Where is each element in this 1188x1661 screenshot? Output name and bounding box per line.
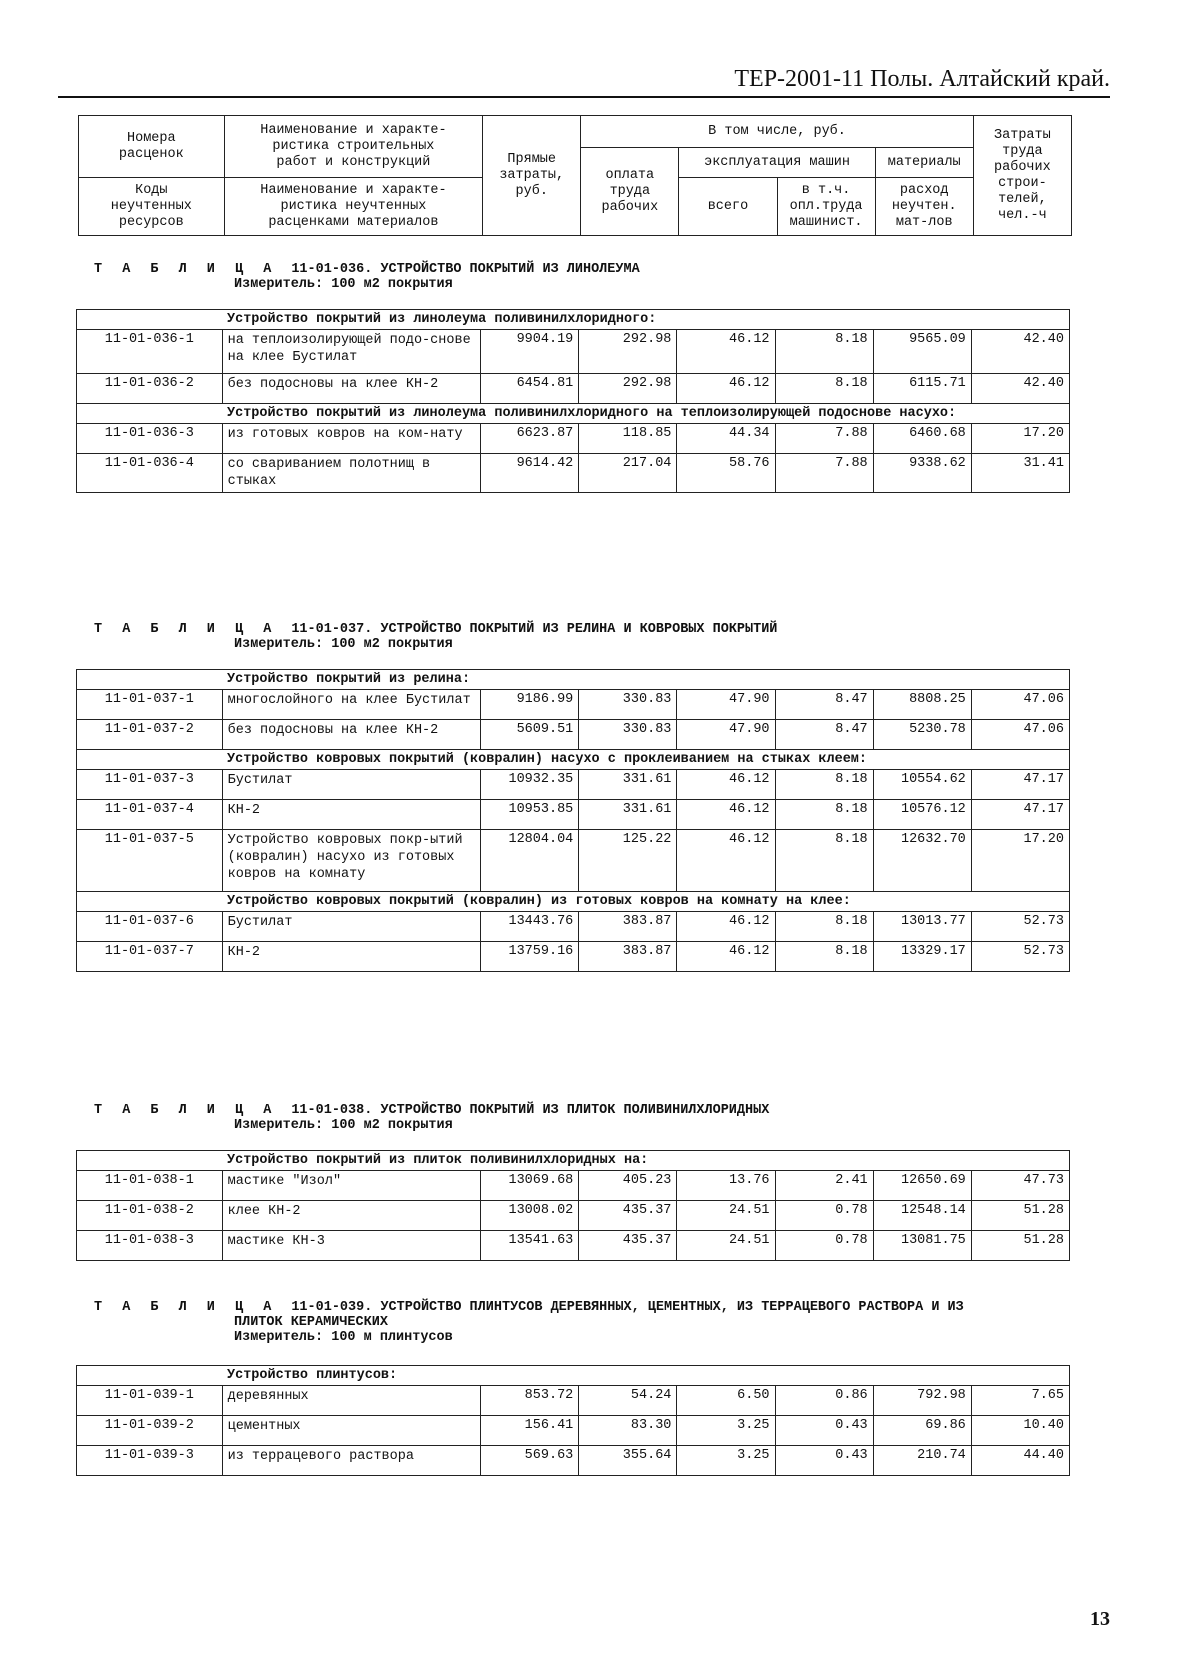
hdr-incl-machinist: в т.ч. опл.труда машинист. [777, 178, 875, 236]
materials-cost: 9338.62 [873, 454, 971, 493]
materials-cost: 10576.12 [873, 800, 971, 830]
hdr-direct: Прямые затраты, руб. [483, 116, 581, 236]
table-row [77, 454, 1070, 493]
labor-pay: 435.37 [579, 1201, 677, 1231]
direct-cost: 5609.51 [481, 720, 579, 750]
machinist-pay: 8.18 [775, 374, 873, 404]
rate-code: 11-01-038-2 [77, 1201, 223, 1231]
labor-pay: 383.87 [579, 942, 677, 972]
section-row [77, 670, 1070, 690]
labor-pay: 217.04 [579, 454, 677, 493]
materials-cost: 12548.14 [873, 1201, 971, 1231]
labor-pay: 355.64 [579, 1446, 677, 1476]
work-name: из террацевого раствора [222, 1446, 481, 1476]
work-name: КН-2 [222, 942, 481, 972]
machinist-pay: 8.18 [775, 830, 873, 892]
hdr-total: всего [679, 178, 777, 236]
hdr-consumption: расход неучтен. мат-лов [875, 178, 973, 236]
table-row [77, 424, 1070, 454]
direct-cost: 10953.85 [481, 800, 579, 830]
rate-code: 11-01-039-2 [77, 1416, 223, 1446]
machinist-pay: 8.47 [775, 720, 873, 750]
table-row [77, 942, 1070, 972]
section-heading: Устройство плинтусов: [77, 1366, 1070, 1386]
machine-total: 47.90 [677, 720, 775, 750]
machine-total: 46.12 [677, 912, 775, 942]
table-row [77, 912, 1070, 942]
direct-cost: 13759.16 [481, 942, 579, 972]
direct-cost: 9186.99 [481, 690, 579, 720]
labor-hours: 47.06 [971, 690, 1069, 720]
labor-pay: 383.87 [579, 912, 677, 942]
table-row [77, 1386, 1070, 1416]
labor-hours: 42.40 [971, 374, 1069, 404]
work-name: из готовых ковров на ком-нату [222, 424, 481, 454]
materials-cost: 10554.62 [873, 770, 971, 800]
section-row [77, 1151, 1070, 1171]
direct-cost: 13443.76 [481, 912, 579, 942]
rate-code: 11-01-037-4 [77, 800, 223, 830]
labor-hours: 31.41 [971, 454, 1069, 493]
hdr-labor-pay: оплата труда рабочих [581, 148, 679, 236]
materials-cost: 13081.75 [873, 1231, 971, 1261]
labor-hours: 52.73 [971, 912, 1069, 942]
labor-pay: 125.22 [579, 830, 677, 892]
labor-hours: 47.06 [971, 720, 1069, 750]
machine-total: 46.12 [677, 330, 775, 374]
work-name: со свариванием полотнищ в стыках [222, 454, 481, 493]
direct-cost: 6454.81 [481, 374, 579, 404]
labor-hours: 17.20 [971, 424, 1069, 454]
labor-hours: 51.28 [971, 1231, 1069, 1261]
section-row [77, 750, 1070, 770]
work-name: цементных [222, 1416, 481, 1446]
machine-total: 46.12 [677, 942, 775, 972]
labor-hours: 47.73 [971, 1171, 1069, 1201]
table-row [77, 1416, 1070, 1446]
table-title-036: Т А Б Л И Ц А 11-01-036. УСТРОЙСТВО ПОКРЫТИЙ ИЗ ЛИНОЛЕУМА Измеритель: 100 м2 покрытия [94, 262, 640, 292]
table-row [77, 1231, 1070, 1261]
machinist-pay: 8.18 [775, 330, 873, 374]
rate-code: 11-01-036-2 [77, 374, 223, 404]
table-row [77, 1446, 1070, 1476]
rate-code: 11-01-037-2 [77, 720, 223, 750]
work-name: Устройство ковровых покр-ытий (ковралин) насухо из готовых ковров на комнату [222, 830, 481, 892]
section-heading: Устройство ковровых покрытий (ковралин) из готовых ковров на комнату на клее: [77, 892, 1070, 912]
rate-code: 11-01-039-1 [77, 1386, 223, 1416]
machinist-pay: 0.86 [775, 1386, 873, 1416]
table-row [77, 800, 1070, 830]
materials-cost: 9565.09 [873, 330, 971, 374]
direct-cost: 9614.42 [481, 454, 579, 493]
work-name: деревянных [222, 1386, 481, 1416]
table-title-039: Т А Б Л И Ц А 11-01-039. УСТРОЙСТВО ПЛИНТУСОВ ДЕРЕВЯННЫХ, ЦЕМЕНТНЫХ, ИЗ ТЕРРАЦЕВОГО РАСТВОРА И ИЗ ПЛИТОК КЕРАМИЧЕСКИХ Измеритель: 100 м плинтусов [94, 1300, 964, 1345]
machinist-pay: 8.18 [775, 912, 873, 942]
work-name: мастике КН-3 [222, 1231, 481, 1261]
machinist-pay: 0.78 [775, 1231, 873, 1261]
labor-hours: 10.40 [971, 1416, 1069, 1446]
labor-pay: 118.85 [579, 424, 677, 454]
work-name: мастике "Изол" [222, 1171, 481, 1201]
hdr-labor-cost: Затраты труда рабочих строи- телей, чел.-ч [973, 116, 1071, 236]
table-row [77, 720, 1070, 750]
hdr-materials: материалы [875, 148, 973, 178]
section-row [77, 892, 1070, 912]
labor-pay: 83.30 [579, 1416, 677, 1446]
work-name: многослойного на клее Бустилат [222, 690, 481, 720]
materials-cost: 12650.69 [873, 1171, 971, 1201]
hdr-machines: эксплуатация машин [679, 148, 875, 178]
work-name: Бустилат [222, 770, 481, 800]
machinist-pay: 2.41 [775, 1171, 873, 1201]
labor-hours: 7.65 [971, 1386, 1069, 1416]
direct-cost: 12804.04 [481, 830, 579, 892]
machinist-pay: 0.43 [775, 1416, 873, 1446]
rate-code: 11-01-037-6 [77, 912, 223, 942]
section-row [77, 404, 1070, 424]
labor-pay: 292.98 [579, 330, 677, 374]
section-heading: Устройство ковровых покрытий (ковралин) насухо с проклеиванием на стыках клеем: [77, 750, 1070, 770]
machinist-pay: 0.43 [775, 1446, 873, 1476]
rates-table-036 [76, 309, 1070, 493]
rate-code: 11-01-037-5 [77, 830, 223, 892]
document-header-title: ТЕР-2001-11 Полы. Алтайский край. [734, 66, 1110, 92]
table-row [77, 770, 1070, 800]
direct-cost: 13541.63 [481, 1231, 579, 1261]
materials-cost: 6460.68 [873, 424, 971, 454]
table-row [77, 690, 1070, 720]
machine-total: 46.12 [677, 830, 775, 892]
labor-pay: 54.24 [579, 1386, 677, 1416]
column-header-table [78, 115, 1072, 236]
rates-table-039 [76, 1365, 1070, 1476]
machine-total: 13.76 [677, 1171, 775, 1201]
machinist-pay: 8.18 [775, 800, 873, 830]
work-name: клее КН-2 [222, 1201, 481, 1231]
section-heading: Устройство покрытий из плиток поливинилхлоридных на: [77, 1151, 1070, 1171]
rate-code: 11-01-037-7 [77, 942, 223, 972]
direct-cost: 853.72 [481, 1386, 579, 1416]
table-row [77, 330, 1070, 374]
direct-cost: 569.63 [481, 1446, 579, 1476]
section-heading: Устройство покрытий из линолеума поливинилхлоридного на теплоизолирующей подоснове насухо: [77, 404, 1070, 424]
materials-cost: 5230.78 [873, 720, 971, 750]
work-name: без подосновы на клее КН-2 [222, 374, 481, 404]
labor-hours: 47.17 [971, 770, 1069, 800]
table-title-037: Т А Б Л И Ц А 11-01-037. УСТРОЙСТВО ПОКРЫТИЙ ИЗ РЕЛИНА И КОВРОВЫХ ПОКРЫТИЙ Измеритель: 100 м2 покрытия [94, 622, 778, 652]
table-row [77, 1171, 1070, 1201]
rate-code: 11-01-036-4 [77, 454, 223, 493]
work-name: КН-2 [222, 800, 481, 830]
hdr-numbers: Номера расценок [79, 116, 225, 178]
materials-cost: 210.74 [873, 1446, 971, 1476]
rate-code: 11-01-036-3 [77, 424, 223, 454]
machine-total: 46.12 [677, 374, 775, 404]
labor-pay: 330.83 [579, 720, 677, 750]
hdr-codes: Коды неучтенных ресурсов [79, 178, 225, 236]
materials-cost: 12632.70 [873, 830, 971, 892]
rate-code: 11-01-037-1 [77, 690, 223, 720]
hdr-including: В том числе, руб. [581, 116, 974, 148]
labor-hours: 17.20 [971, 830, 1069, 892]
section-row [77, 1366, 1070, 1386]
machinist-pay: 7.88 [775, 424, 873, 454]
work-name: Бустилат [222, 912, 481, 942]
labor-hours: 47.17 [971, 800, 1069, 830]
materials-cost: 8808.25 [873, 690, 971, 720]
direct-cost: 6623.87 [481, 424, 579, 454]
labor-pay: 292.98 [579, 374, 677, 404]
machine-total: 58.76 [677, 454, 775, 493]
rates-table-037 [76, 669, 1070, 972]
machine-total: 3.25 [677, 1446, 775, 1476]
direct-cost: 13008.02 [481, 1201, 579, 1231]
machine-total: 47.90 [677, 690, 775, 720]
machine-total: 24.51 [677, 1231, 775, 1261]
rate-code: 11-01-039-3 [77, 1446, 223, 1476]
table-row [77, 374, 1070, 404]
labor-pay: 405.23 [579, 1171, 677, 1201]
hdr-name2: Наименование и характе- ристика неучтенных расценками материалов [224, 178, 483, 236]
direct-cost: 156.41 [481, 1416, 579, 1446]
rate-code: 11-01-037-3 [77, 770, 223, 800]
machine-total: 46.12 [677, 800, 775, 830]
table-row [77, 1201, 1070, 1231]
section-row [77, 310, 1070, 330]
direct-cost: 9904.19 [481, 330, 579, 374]
labor-pay: 435.37 [579, 1231, 677, 1261]
machinist-pay: 8.18 [775, 770, 873, 800]
direct-cost: 10932.35 [481, 770, 579, 800]
work-name: на теплоизолирующей подо-снове на клее Бустилат [222, 330, 481, 374]
work-name: без подосновы на клее КН-2 [222, 720, 481, 750]
rates-table-038 [76, 1150, 1070, 1261]
section-heading: Устройство покрытий из линолеума поливинилхлоридного: [77, 310, 1070, 330]
labor-pay: 331.61 [579, 770, 677, 800]
header-rule [58, 96, 1110, 98]
machinist-pay: 0.78 [775, 1201, 873, 1231]
page-number: 13 [1090, 1608, 1110, 1630]
materials-cost: 69.86 [873, 1416, 971, 1446]
labor-pay: 330.83 [579, 690, 677, 720]
materials-cost: 6115.71 [873, 374, 971, 404]
section-heading: Устройство покрытий из релина: [77, 670, 1070, 690]
machine-total: 6.50 [677, 1386, 775, 1416]
rate-code: 11-01-036-1 [77, 330, 223, 374]
machine-total: 44.34 [677, 424, 775, 454]
rate-code: 11-01-038-1 [77, 1171, 223, 1201]
materials-cost: 792.98 [873, 1386, 971, 1416]
direct-cost: 13069.68 [481, 1171, 579, 1201]
materials-cost: 13013.77 [873, 912, 971, 942]
labor-hours: 42.40 [971, 330, 1069, 374]
labor-pay: 331.61 [579, 800, 677, 830]
labor-hours: 44.40 [971, 1446, 1069, 1476]
machine-total: 24.51 [677, 1201, 775, 1231]
table-title-038: Т А Б Л И Ц А 11-01-038. УСТРОЙСТВО ПОКРЫТИЙ ИЗ ПЛИТОК ПОЛИВИНИЛХЛОРИДНЫХ Измеритель: 100 м2 покрытия [94, 1103, 770, 1133]
machinist-pay: 8.18 [775, 942, 873, 972]
labor-hours: 52.73 [971, 942, 1069, 972]
rate-code: 11-01-038-3 [77, 1231, 223, 1261]
materials-cost: 13329.17 [873, 942, 971, 972]
table-row [77, 830, 1070, 892]
machine-total: 3.25 [677, 1416, 775, 1446]
labor-hours: 51.28 [971, 1201, 1069, 1231]
machine-total: 46.12 [677, 770, 775, 800]
hdr-name: Наименование и характе- ристика строительных работ и конструкций [224, 116, 483, 178]
machinist-pay: 8.47 [775, 690, 873, 720]
machinist-pay: 7.88 [775, 454, 873, 493]
